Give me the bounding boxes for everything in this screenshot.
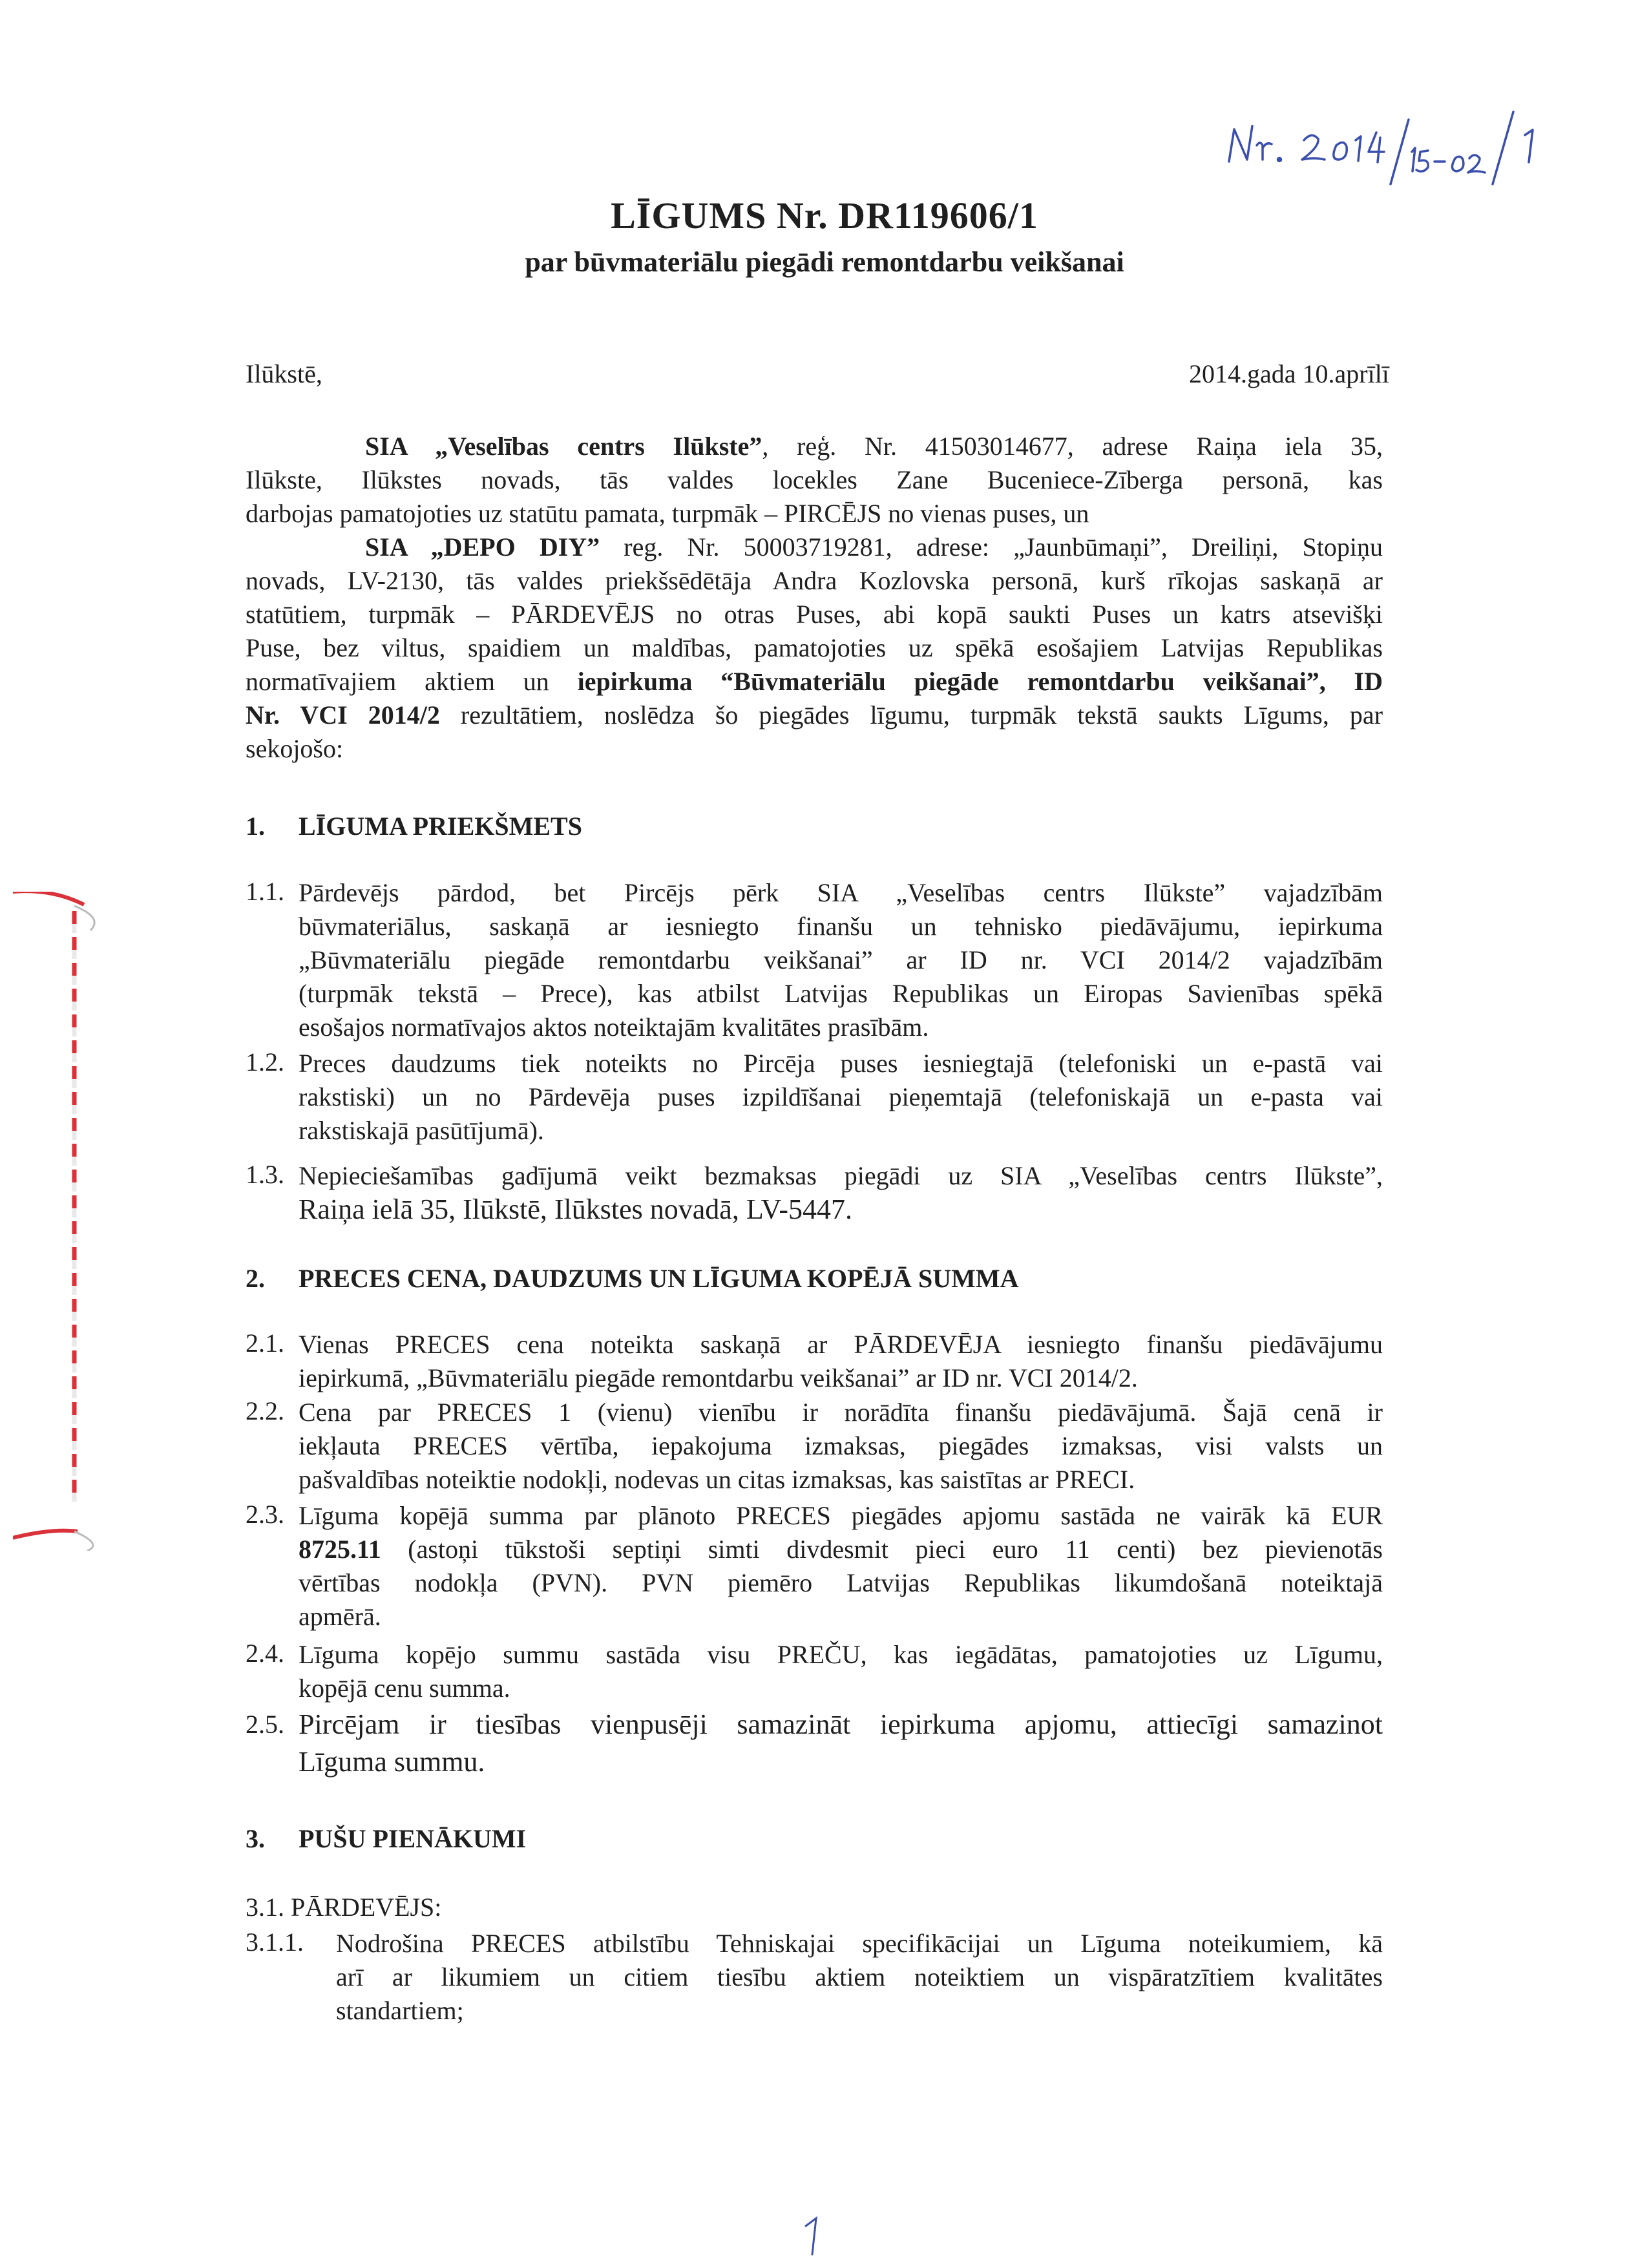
clause-line: arī ar likumiem un citiem tiesību aktiem noteiktiem un vispāratzītiem kvalitātes (336, 1962, 1383, 1991)
clause-1-1 (299, 876, 1383, 1044)
clause-number: 1.3. (246, 1160, 284, 1189)
clause-line: rakstiski) un no Pārdevēja puses izpildīšanai pieņemtajā (telefoniskajā un e-pasta vai (299, 1082, 1383, 1111)
clause-line: „Būvmateriālu piegāde remontdarbu veikšanai” ar ID nr. VCI 2014/2 vajadzībām (299, 945, 1383, 974)
clause-number: 2.2. (246, 1396, 284, 1425)
clause-line: Līguma summu. (299, 1746, 485, 1778)
clause-line: Preces daudzums tiek noteikts no Pircēja puses iesniegtajā (telefoniski un e-pastā vai (299, 1049, 1383, 1078)
section-1-number: 1. (246, 812, 265, 841)
clause-line: vērtības nodokļa (PVN). PVN piemēro Latvijas Republikas likumdošanā noteiktajā (299, 1568, 1383, 1597)
clause-line: Nepieciešamības gadījumā veikt bezmaksas piegādi uz SIA „Veselības centrs Ilūkste”, (299, 1161, 1383, 1190)
clause-line: apmērā. (299, 1602, 381, 1631)
clause-number: 2.5. (246, 1710, 284, 1739)
section-2-number: 2. (246, 1264, 265, 1293)
intro-line: Puse, bez viltus, spaidiem un maldības, pamatojoties uz spēkā esošajiem Latvijas Republikas (246, 633, 1383, 662)
clause-line: Līguma kopējo summu sastāda visu PREČU, kas iegādātas, pamatojoties uz Līgumu, (299, 1640, 1383, 1669)
clause-line: Vienas PRECES cena noteikta saskaņā ar PĀRDEVĒJA iesniegto finanšu piedāvājumu (299, 1330, 1383, 1359)
clause-number: 1.2. (246, 1047, 284, 1076)
clause-line: esošajos normatīvajos aktos noteiktajām kvalitātes prasībām. (299, 1013, 929, 1042)
intro-line (246, 430, 1383, 463)
clause-number: 2.1. (246, 1328, 284, 1358)
clause-2-5 (299, 1706, 1383, 1781)
clause-3-1-1 (336, 1927, 1383, 2028)
clause-1-3 (299, 1159, 1383, 1226)
handwritten-registration-note (1221, 100, 1622, 197)
clause-line: iepirkumā, „Būvmateriālu piegāde remontdarbu veikšanai” ar ID nr. VCI 2014/2. (299, 1363, 1138, 1392)
clause-line: pašvaldības noteiktie nodokļi, nodevas un citas izmaksas, kas saistītas ar PRECI. (299, 1465, 1135, 1494)
contract-date: 2014.gada 10.aprīlī (1189, 359, 1389, 388)
clause-line: Pārdevējs pārdod, bet Pircējs pērk SIA „Veselības centrs Ilūkste” vajadzībām (299, 878, 1383, 907)
intro-line (246, 698, 1383, 732)
handwritten-page-number (792, 2213, 830, 2258)
intro-line: darbojas pamatojoties uz statūtu pamata, turpmāk – PIRCĒJS no vienas puses, un (246, 499, 1089, 528)
clause-line: Cena par PRECES 1 (vienu) vienību ir norādīta finanšu piedāvājumā. Šajā cenā ir (299, 1398, 1383, 1427)
clause-line: (turpmāk tekstā – Prece), kas atbilst Latvijas Republikas un Eiropas Savienības spēkā (299, 979, 1383, 1008)
contract-amount: 8725.11 (299, 1535, 381, 1564)
clause-line: iekļauta PRECES vērtība, iepakojuma izmaksas, piegādes izmaksas, visi valsts un (299, 1431, 1383, 1460)
contract-title: LĪGUMS Nr. DR119606/1 (611, 194, 1038, 236)
intro-text: rezultātiem, noslēdza šo piegādes līgumu, turpmāk tekstā saukts Līgums, par (439, 700, 1383, 730)
section-3-heading: PUŠU PIENĀKUMI (299, 1824, 527, 1853)
intro-paragraph (246, 430, 1383, 766)
contract-subtitle: par būvmateriālu piegādi remontdarbu veikšanai (525, 246, 1124, 278)
clause-line: Nodrošina PRECES atbilstību Tehniskajai specifikācijai un Līguma noteikumiem, kā (336, 1929, 1383, 1958)
clause-2-4 (299, 1638, 1383, 1705)
clause-1-2 (299, 1047, 1383, 1148)
clause-2-2 (299, 1396, 1383, 1496)
clause-2-1 (299, 1328, 1383, 1395)
intro-text: normatīvajiem aktiem un (246, 667, 578, 696)
clause-line: būvmateriālus, saskaņā ar iesniegto finanšu un tehnisko piedāvājumu, iepirkuma (299, 912, 1383, 941)
intro-line: sekojošo: (246, 734, 344, 763)
clause-line: standartiem; (336, 1996, 464, 2025)
amount-in-words: (astoņi tūkstoši septiņi simti divdesmit pieci euro 11 centi) bez pievienotās (381, 1535, 1383, 1564)
clause-2-3 (299, 1499, 1383, 1633)
clause-line: kopējā cenu summa. (299, 1674, 510, 1703)
intro-line: Ilūkste, Ilūkstes novads, tās valdes locekles Zane Buceniece-Zīberga personā, kas (246, 465, 1383, 494)
section-3-number: 3. (246, 1824, 265, 1853)
clause-line: rakstiskajā pasūtījumā). (299, 1116, 544, 1145)
buyer-name: SIA „Veselības centrs Ilūkste” (365, 432, 762, 461)
section-1-heading: LĪGUMA PRIEKŠMETS (299, 812, 582, 841)
clause-number: 1.1. (246, 877, 284, 906)
intro-line (246, 665, 1383, 698)
procurement-id: Nr. VCI 2014/2 (246, 700, 440, 730)
seller-name: SIA „DEPO DIY” (365, 532, 600, 562)
clause-line: Pircējam ir tiesības vienpusēji samazināt iepirkuma apjomu, attiecīgi samazinot (299, 1708, 1383, 1740)
binding-string-image (13, 892, 103, 1551)
section-2-heading: PRECES CENA, DAUDZUMS UN LĪGUMA KOPĒJĀ SUMMA (299, 1264, 1019, 1293)
clause-line: Līguma kopējā summa par plānoto PRECES piegādes apjomu sastāda ne vairāk kā EUR (299, 1501, 1383, 1530)
intro-line: statūtiem, turpmāk – PĀRDEVĒJS no otras Puses, abi kopā saukti Puses un katrs atsevišķi (246, 600, 1383, 629)
procurement-name: iepirkuma “Būvmateriālu piegāde remontdarbu veikšanai”, ID (577, 667, 1383, 696)
seller-details: reg. Nr. 50003719281, adrese: „Jaunbūmaņi”, Dreiliņi, Stopiņu (600, 532, 1383, 562)
intro-line (246, 530, 1383, 564)
subsection-seller: 3.1. PĀRDEVĒJS: (246, 1893, 442, 1922)
clause-number: 3.1.1. (246, 1927, 304, 1957)
clause-number: 2.4. (246, 1639, 284, 1668)
clause-line (299, 1533, 1383, 1566)
buyer-details: , reģ. Nr. 41503014677, adrese Raiņa iela 35, (762, 432, 1383, 461)
clause-line: Raiņa ielā 35, Ilūkstē, Ilūkstes novadā, LV-5447. (299, 1193, 853, 1225)
clause-number: 2.3. (246, 1500, 284, 1529)
intro-line: novads, LV-2130, tās valdes priekšsēdētāja Andra Kozlovska personā, kurš rīkojas saskaņā ar (246, 566, 1383, 595)
contract-place: Ilūkstē, (246, 359, 322, 388)
